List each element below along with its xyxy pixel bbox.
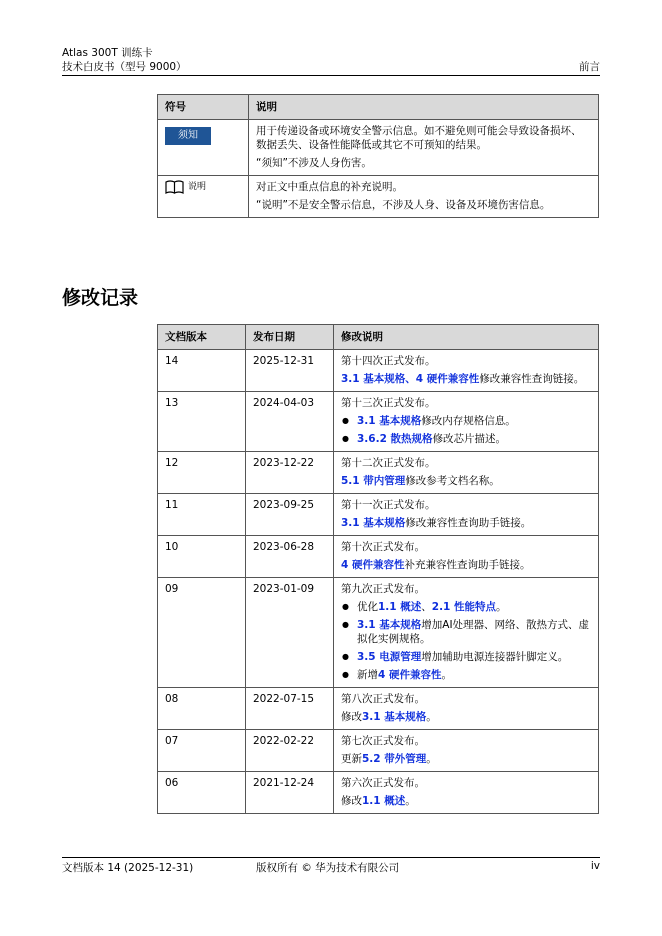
note-label: 说明 bbox=[188, 182, 207, 192]
table-row: 07 2022-02-22 第七次正式发布。 更新5.2 带外管理。 bbox=[158, 730, 599, 772]
table-row: 10 2023-06-28 第十次正式发布。 4 硬件兼容性补充兼容性查询助手链接。 bbox=[158, 536, 599, 578]
section-link[interactable]: 1.1 概述 bbox=[362, 795, 406, 807]
notice-badge: 须知 bbox=[165, 127, 211, 145]
header-doc-title: 技术白皮书（型号 9000） bbox=[62, 61, 187, 73]
section-link[interactable]: 3.1 基本规格、4 硬件兼容性 bbox=[341, 373, 480, 385]
section-link[interactable]: 3.5 电源管理 bbox=[357, 651, 422, 663]
page-footer bbox=[62, 860, 600, 875]
table-row: 09 2023-01-09 第九次正式发布。 ● 优化1.1 概述、2.1 性能特点。 ● 3.1 基本规格增加AI处理器、网络、散热方式、虚拟化实例规格。 ● 3.5 电源管理增加辅助电源连接器针脚定义。 ● 新增4 硬件兼容性。 bbox=[158, 578, 599, 688]
list-item: ● 3.1 基本规格修改内存规格信息。 bbox=[341, 414, 591, 428]
section-link[interactable]: 3.6.2 散热规格 bbox=[357, 433, 433, 445]
footer-doc-version: 文档版本 14 (2025-12-31) bbox=[62, 862, 194, 874]
table-row: 08 2022-07-15 第八次正式发布。 修改3.1 基本规格。 bbox=[158, 688, 599, 730]
table-row: 11 2023-09-25 第十一次正式发布。 3.1 基本规格修改兼容性查询助手链接。 bbox=[158, 494, 599, 536]
section-link[interactable]: 3.1 基本规格 bbox=[357, 619, 422, 631]
page-header bbox=[62, 46, 600, 74]
section-link[interactable]: 1.1 概述 bbox=[378, 601, 422, 613]
section-link[interactable]: 4 硬件兼容性 bbox=[378, 669, 442, 681]
list-item: ● 3.6.2 散热规格修改芯片描述。 bbox=[341, 432, 591, 446]
col-change: 修改说明 bbox=[334, 325, 599, 350]
table-row: 说明 对正文中重点信息的补充说明。 “说明”不是安全警示信息，不涉及人身、设备及环境伤害信息。 bbox=[158, 176, 599, 218]
col-symbol: 符号 bbox=[158, 95, 249, 120]
header-product: Atlas 300T 训练卡 bbox=[62, 47, 153, 59]
revision-table bbox=[157, 324, 599, 814]
section-link[interactable]: 3.1 基本规格 bbox=[357, 415, 422, 427]
table-row: 06 2021-12-24 第六次正式发布。 修改1.1 概述。 bbox=[158, 772, 599, 814]
list-item: ● 3.1 基本规格增加AI处理器、网络、散热方式、虚拟化实例规格。 bbox=[341, 618, 591, 646]
section-link[interactable]: 3.1 基本规格 bbox=[362, 711, 427, 723]
section-link[interactable]: 4 硬件兼容性 bbox=[341, 559, 405, 571]
list-item: ● 3.5 电源管理增加辅助电源连接器针脚定义。 bbox=[341, 650, 591, 664]
col-desc: 说明 bbox=[249, 95, 599, 120]
header-section: 前言 bbox=[579, 61, 600, 73]
table-row: 14 2025-12-31 第十四次正式发布。 3.1 基本规格、4 硬件兼容性修改兼容性查询链接。 bbox=[158, 350, 599, 392]
table-row: 13 2024-04-03 第十三次正式发布。 ● 3.1 基本规格修改内存规格信息。 ● 3.6.2 散热规格修改芯片描述。 bbox=[158, 392, 599, 452]
section-link[interactable]: 3.1 基本规格 bbox=[341, 517, 406, 529]
table-row: 须知 用于传递设备或环境安全警示信息。如不避免则可能会导致设备损坏、数据丢失、设备性能降低或其它不可预知的结果。 “须知”不涉及人身伤害。 bbox=[158, 120, 599, 176]
section-title: 修改记录 bbox=[62, 287, 139, 309]
footer-divider bbox=[62, 857, 600, 858]
symbols-table bbox=[157, 94, 599, 218]
section-link[interactable]: 2.1 性能特点 bbox=[431, 601, 497, 613]
footer-copyright: 版权所有 © 华为技术有限公司 bbox=[256, 862, 400, 874]
table-header-row bbox=[158, 95, 599, 120]
col-version: 文档版本 bbox=[158, 325, 246, 350]
col-date: 发布日期 bbox=[246, 325, 334, 350]
page-number: iv bbox=[590, 860, 600, 872]
table-row: 12 2023-12-22 第十二次正式发布。 5.1 带内管理修改参考文档名称。 bbox=[158, 452, 599, 494]
book-icon bbox=[165, 180, 184, 194]
table-header-row bbox=[158, 325, 599, 350]
section-link[interactable]: 5.1 带内管理 bbox=[341, 475, 406, 487]
list-item: ● 优化1.1 概述、2.1 性能特点。 bbox=[341, 600, 591, 614]
section-link[interactable]: 5.2 带外管理 bbox=[362, 753, 427, 765]
list-item: ● 新增4 硬件兼容性。 bbox=[341, 668, 591, 682]
note-symbol bbox=[165, 180, 206, 194]
header-divider bbox=[62, 75, 600, 76]
